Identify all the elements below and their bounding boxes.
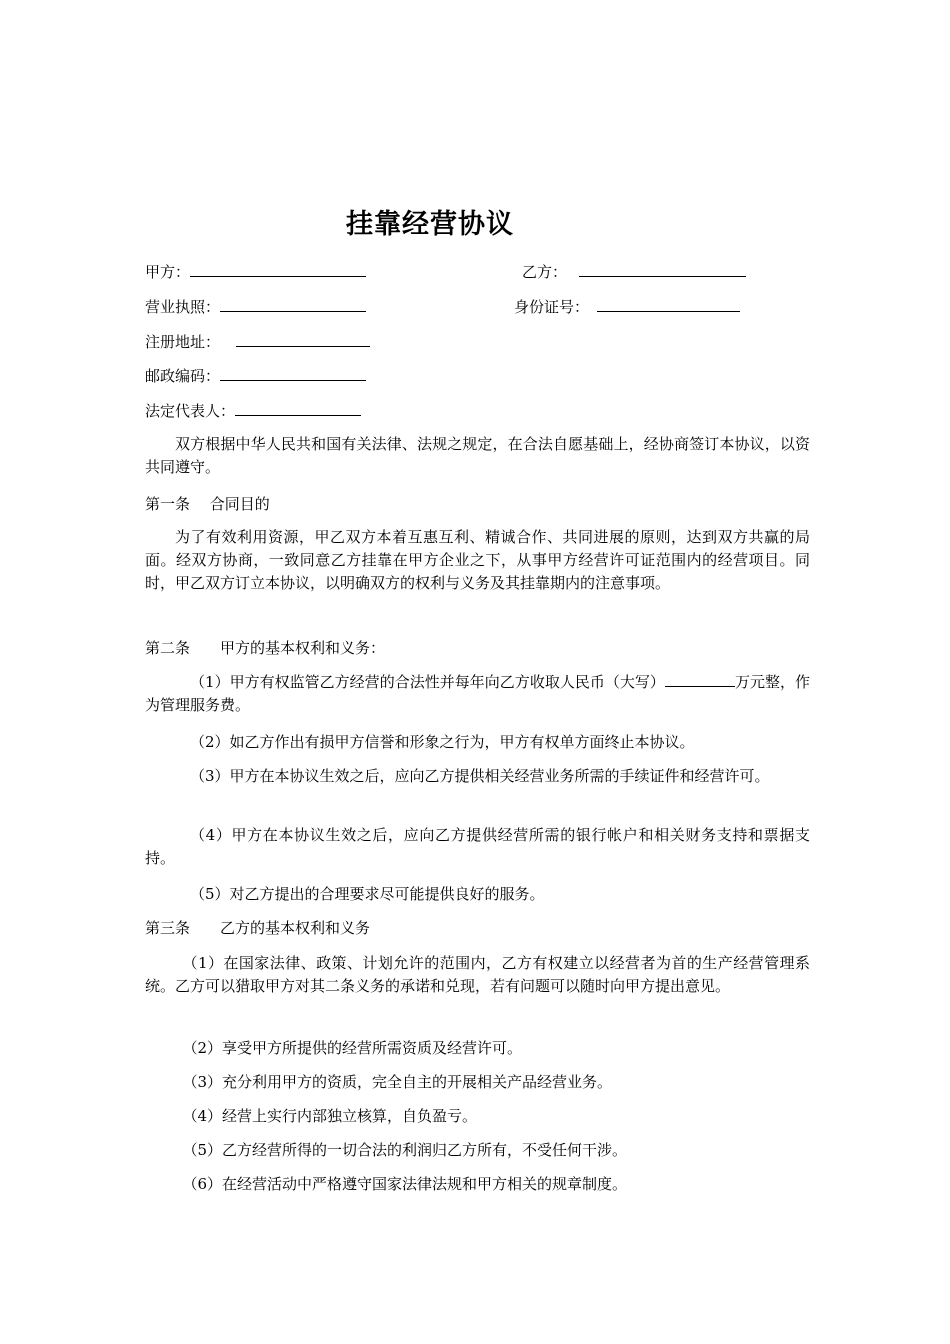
article3-item6: （6）在经营活动中严格遵守国家法律法规和甲方相关的规章制度。 — [182, 1175, 628, 1193]
postcode-field — [145, 366, 366, 386]
id-label: 身份证号： — [514, 298, 590, 316]
article1-body: 为了有效利用资源，甲乙双方本着互惠互利、精诚合作、共同进展的原则，达到双方共赢的局面。经双方协商，一致同意乙方挂靠在甲方企业之下，从事甲方经营许可证范围内的经营项目。同时，甲乙双方订立本协议，以明确双方的权利与义务及其挂靠期内的注意事项。 — [145, 528, 810, 592]
article2-item5: （5）对乙方提出的合理要求尽可能提供良好的服务。 — [190, 885, 545, 903]
article1-heading: 第一条 合同目的 — [145, 495, 270, 513]
id-blank — [597, 297, 740, 312]
license-blank — [220, 297, 366, 312]
party-b-label: 乙方： — [522, 263, 568, 281]
party-a-label: 甲方： — [145, 263, 191, 281]
article3-item2: （2）享受甲方所提供的经营所需资质及经营许可。 — [182, 1039, 523, 1057]
id-field — [514, 297, 740, 317]
postcode-blank — [220, 366, 366, 381]
article2-item3: （3）甲方在本协议生效之后，应向乙方提供相关经营业务所需的手续证件和经营许可。 — [190, 767, 770, 785]
article3-item3: （3）充分利用甲方的资质，完全自主的开展相关产品经营业务。 — [182, 1073, 613, 1091]
party-b-blank — [579, 262, 746, 277]
address-label: 注册地址： — [145, 333, 221, 351]
legal-rep-field — [145, 401, 361, 421]
document-title: 挂靠经营协议 — [346, 209, 514, 240]
legal-rep-blank — [235, 401, 361, 416]
article2-item1-pre: （1）甲方有权监管乙方经营的合法性并每年向乙方收取人民币（大写） — [190, 673, 665, 691]
article3-heading: 第三条 乙方的基本权利和义务 — [145, 919, 371, 937]
license-label: 营业执照： — [145, 298, 221, 316]
fee-amount-blank — [665, 672, 735, 687]
intro-paragraph: 双方根据中华人民共和国有关法律、法规之规定，在合法自愿基础上，经协商签订本协议，以资共同遵守。 — [145, 435, 810, 476]
party-a-field — [145, 262, 366, 282]
address-field — [145, 332, 370, 352]
article2-item1-post: 万元整，作为管理服务费。 — [145, 673, 810, 714]
article3-item1: （1）在国家法律、政策、计划允许的范围内，乙方有权建立以经营者为首的生产经营管理系统。乙方可以猎取甲方对其二条义务的承诺和兑现，若有问题可以随时向甲方提出意见。 — [145, 954, 810, 995]
party-a-blank — [190, 262, 366, 277]
article2-item1 — [145, 671, 810, 717]
license-field — [145, 297, 366, 317]
party-b-field — [522, 262, 746, 282]
article2-heading: 第二条 甲方的基本权利和义务： — [145, 639, 386, 657]
article3-item5: （5）乙方经营所得的一切合法的利润归乙方所有，不受任何干涉。 — [182, 1141, 628, 1159]
article2-item2: （2）如乙方作出有损甲方信誉和形象之行为，甲方有权单方面终止本协议。 — [190, 733, 695, 751]
article3-item4: （4）经营上实行内部独立核算，自负盈亏。 — [182, 1107, 478, 1125]
article2-item4: （4）甲方在本协议生效之后，应向乙方提供经营所需的银行帐户和相关财务支持和票据支持。 — [145, 826, 810, 867]
address-blank — [236, 332, 370, 347]
postcode-label: 邮政编码： — [145, 367, 221, 385]
legal-rep-label: 法定代表人： — [145, 402, 236, 420]
